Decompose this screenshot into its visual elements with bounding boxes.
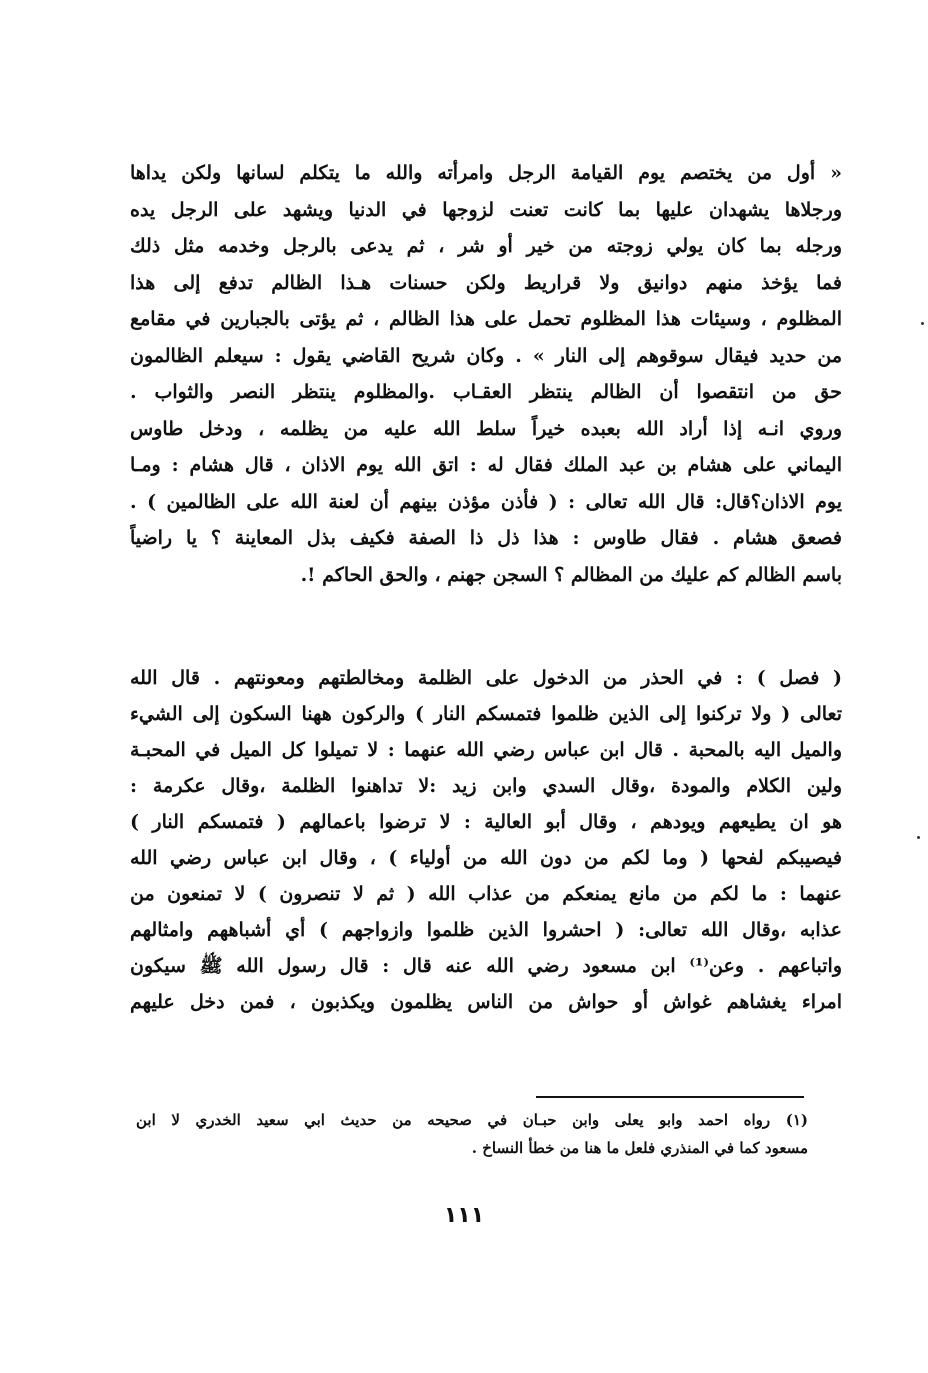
text-line: تعالى ( ولا تركنوا إلى الذين ظلموا فتمسكم النار ) والركون ههنا السكون إلى الشيء <box>130 703 842 725</box>
text-line: امراء يغشاهم غواش أو حواش من الناس يظلمون ويكذبون ، فمن دخل عليهم <box>130 991 842 1013</box>
section-heading-line: ( فصل ) : في الحذر من الدخول على الظلمة ومخالطتهم ومعونتهم . قال الله <box>130 667 842 689</box>
text-line: حق من انتقصوا أن الظالم ينتظر العقـاب .والمظلوم ينتظر النصر والثواب . <box>130 381 842 403</box>
text-line: والميل اليه بالمحبة . قال ابن عباس رضي الله عنهما : لا تميلوا كل الميل في المحبـة <box>130 739 842 761</box>
footnote-line: مسعود كما في المنذري فلعل ما هنا من خطأ النساخ . <box>471 1139 808 1157</box>
text-line: ورجله بما كان يولي زوجته من خير أو شر ، ثم يدعى بالرجل وخدمه مثل ذلك <box>130 235 842 257</box>
paragraph-hadith-and-tawus-story <box>130 155 842 593</box>
footnote-line: (١) رواه احمد وابو يعلى وابن حبـان في صحيحه من حديث ابي سعيد الخدري لا ابن <box>136 1111 808 1129</box>
text-line: هو ان يطيعهم ويودهم ، وقال أبو العالية : لا ترضوا باعمالهم ( فتمسكم النار ) <box>130 811 842 833</box>
text-line: فما يؤخذ منهم دوانيق ولا قراريط ولكن حسنات هـذا الظالم تدفع إلى هذا <box>130 271 842 294</box>
text-line: فيصيبكم لفحها ( وما لكم من دون الله من أولياء ) ، وقال ابن عباس رضي الله <box>130 847 842 869</box>
text-line: وروي انـه إذا أراد الله بعبده خيراً سلط الله عليه من يظلمه ، ودخل طاوس <box>130 417 842 440</box>
text-line: عنهما : ما لكم من مانع يمنعكم من عذاب الله ( ثم لا تنصرون ) لا تمنعون من <box>130 883 842 905</box>
text-line: من حديد فيقال سوقوهم إلى النار » . وكان شريح القاضي يقول : سيعلم الظالمون <box>130 344 842 367</box>
scan-speck <box>921 322 924 325</box>
text-line: واتباعهم . وعن⁽¹⁾ ابن مسعود رضي الله عنه قال : قال رسول الله ﷺ سيكون <box>130 955 842 977</box>
text-line: عذابه ،وقال الله تعالى: ( احشروا الذين ظلموا وازواجهم ) أي أشباههم وامثالهم <box>130 919 842 941</box>
scan-speck <box>917 836 920 839</box>
text-line: ولين الكلام والمودة ،وقال السدي وابن زيد :لا تداهنوا الظلمة ،وقال عكرمة : <box>130 775 842 797</box>
footnote <box>136 1106 808 1162</box>
text-line: يوم الاذان؟قال: قال الله تعالى : ( فأذن مؤذن بينهم أن لعنة الله على الظالمين ) . <box>130 490 842 513</box>
text-line: ورجلاها يشهدان عليها بما كانت تعنت لزوجها في الدنيا ويشهد على الرجل يده <box>130 198 842 221</box>
text-line: « أول من يختصم يوم القيامة الرجل وامرأته والله ما يتكلم لسانها ولكن يداها <box>130 162 842 184</box>
paragraph-chapter-on-oppressors <box>130 660 842 1020</box>
page-number: ١١١ <box>443 1203 485 1228</box>
text-line: باسم الظالم كم عليك من المظالم ؟ السجن جهنم ، والحق الحاكم !. <box>300 563 842 586</box>
text-line: فصعق هشام . فقال طاوس : هذا ذل ذا الصفة فكيف بذل المعاينة ؟ يا راضياً <box>130 527 842 549</box>
text-line: المظلوم ، وسيئات هذا المظلوم تحمل على هذا الظالم ، ثم يؤتى بالجبارين في مقامع <box>130 308 842 330</box>
footnote-divider <box>536 1096 804 1098</box>
text-line: اليماني على هشام بن عبد الملك فقال له : اتق الله يوم الاذان ، قال هشام : ومـا <box>130 454 842 476</box>
